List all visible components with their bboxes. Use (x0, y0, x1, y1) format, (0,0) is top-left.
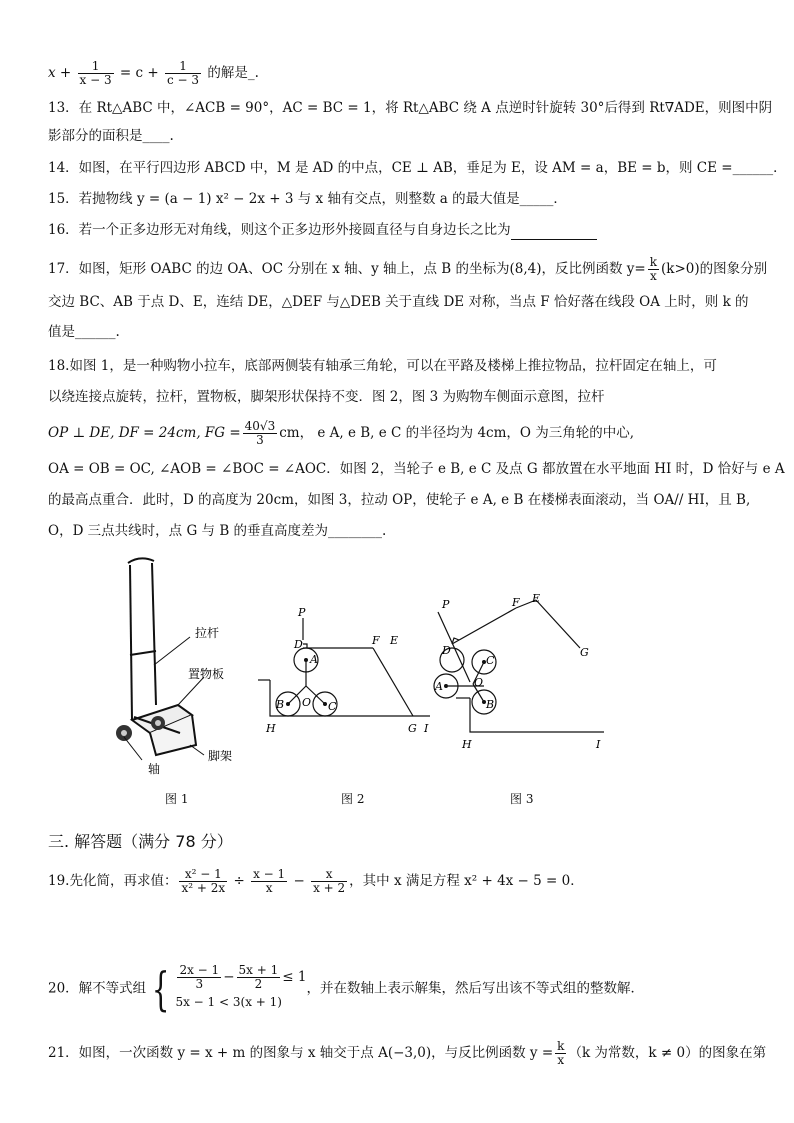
q17-line2: 交边 BC、AB 于点 D、E，连结 DE，△DEF 与△DEB 关于直线 DE 对称，当点 F 恰好落在线段 OA 上时，则 k 的 (48, 294, 749, 310)
fig3-A: A (435, 680, 443, 693)
q17-line1-a: 17．如图，矩形 OABC 的边 OA、OC 分别在 x 轴、y 轴上，点 B 的坐标为(8,4)，反比例函数 y= (48, 261, 646, 277)
q18-line3-a: OP ⊥ DE, DF = 24cm, FG = (48, 425, 241, 441)
q19-op1: ÷ (233, 873, 245, 889)
fig3-D: D (442, 644, 451, 657)
q20-ineq2: 5x − 1 < 3(x + 1) (175, 995, 282, 1009)
fig2-P: P (298, 606, 306, 619)
fig3-C: C (486, 654, 495, 667)
fig1-label-jiaojia: 脚架 (208, 749, 233, 763)
q20-suffix: ，并在数轴上表示解集，然后写出该不等式组的整数解． (306, 980, 644, 997)
q20-system (175, 964, 306, 1013)
fig2-F: F (372, 634, 380, 647)
q12-frac2: $\frac{1}{c - 3}$ (167, 59, 200, 87)
q19-prefix: 19.先化简，再求值： (48, 873, 178, 889)
q12-eq: = c + (119, 65, 159, 81)
q14-text: 14．如图，在平行四边形 ABCD 中，M 是 AD 的中点，CE ⊥ AB，垂足为 E，设 AM = a，BE = b，则 CE =______． (48, 160, 787, 176)
q20-frac2: $\frac{5x + 1}{2}$ (238, 963, 279, 991)
q18-line5: 的最高点重合．此时，D 的高度为 20cm，如图 3，拉动 OP，使轮子 e A, e B 在楼梯表面滚动，当 OA// HI，且 B, (48, 492, 751, 508)
q15-text: 15．若抛物线 y = (a − 1) x² − 2x + 3 与 x 轴有交点，则整数 a 的最大值是_____． (48, 191, 567, 207)
q13-line2: 影部分的面积是____. (48, 128, 174, 144)
q20 (48, 961, 644, 1016)
q18-frac: $\frac{40√3}{3}$ (244, 419, 276, 447)
q19-suffix: ，其中 x 满足方程 x² + 4x − 5 = 0． (349, 873, 584, 889)
q20-minus: − (223, 969, 235, 985)
fig2-O: O (302, 696, 312, 709)
fig1-label-zhou: 轴 (148, 762, 161, 776)
fig3-F: F (512, 596, 520, 609)
figure-1-cart (100, 555, 250, 785)
fig3-O: O (474, 676, 484, 689)
figure-3-stairs-view (428, 590, 618, 760)
fig2-H: H (266, 722, 276, 735)
fig2-D: D (294, 638, 303, 651)
q17-line3: 值是______. (48, 324, 120, 340)
q18-line3 (48, 420, 634, 447)
q19 (48, 868, 584, 895)
fig2-G: G (408, 722, 417, 735)
q17-line1 (48, 256, 767, 283)
fig3-I: I (596, 738, 601, 751)
q12-suffix: 的解是_. (207, 65, 259, 81)
q18-line6: O，D 三点共线时，点 G 与 B 的垂直高度差为________. (48, 523, 387, 539)
q16-blank (511, 225, 597, 240)
fig3-caption: 图 3 (510, 792, 534, 806)
q18-line1: 18.如图 1，是一种购物小拉车，底部两侧装有轴承三角轮，可以在平路及楼梯上推拉物品，拉杆固定在轴上，可 (48, 358, 717, 374)
q18-line4: OA = OB = OC, ∠AOB = ∠BOC = ∠AOC．如图 2，当轮子 e B, e C 及点 G 都放置在水平地面 HI 时，D 恰好与 e A (48, 461, 785, 477)
q16-text (48, 220, 597, 240)
figure-2-side-view (258, 600, 438, 740)
q19-op2: − (293, 873, 305, 889)
q19-frac3: $\frac{x}{x + 2}$ (313, 867, 346, 895)
q21 (48, 1040, 766, 1067)
q12-plus: + (59, 65, 72, 81)
fig3-P: P (442, 598, 450, 611)
fig3-G: G (580, 646, 589, 659)
q18-line2: 以绕连接点旋转，拉杆，置物板，脚架形状保持不变．图 2，图 3 为购物车侧面示意图，拉杆 (48, 389, 605, 405)
fig3-H: H (462, 738, 472, 751)
fig3-B: B (486, 698, 495, 711)
q17-frac: $\frac{k}{x}$ (649, 255, 658, 283)
q21-b: （k 为常数，k ≠ 0）的图象在第 (568, 1045, 767, 1061)
q21-frac: $\frac{k}{x}$ (557, 1039, 565, 1067)
q19-frac1: $\frac{\text{x² − 1}}{\text{x² + 2x}}$ (181, 867, 226, 895)
fig1-label-zhiwuban: 置物板 (188, 667, 225, 681)
q20-ineq1-tail: ≤ 1 (282, 969, 307, 985)
q12-tail (48, 60, 259, 87)
q20-prefix: 20．解不等式组 (48, 980, 147, 997)
fig1-label-lagan: 拉杆 (195, 626, 220, 640)
q19-frac2: $\frac{x - 1}{x}$ (253, 867, 286, 895)
q17-line1-b: (k>0)的图象分别 (661, 261, 768, 277)
q16-body: 16．若一个正多边形无对角线，则这个正多边形外接圆直径与自身边长之比为 (48, 222, 511, 238)
fig2-caption: 图 2 (341, 792, 365, 806)
q12-frac1: $\frac{1}{x - 3}$ (79, 59, 112, 87)
fig3-E: E (532, 592, 541, 605)
fig2-A: A (310, 653, 318, 666)
fig2-C: C (328, 700, 337, 713)
section3-title: 三. 解答题（满分 78 分） (48, 832, 233, 851)
fig2-E: E (390, 634, 399, 647)
fig2-B: B (276, 698, 285, 711)
q20-frac1: $\frac{2x - 1}{3}$ (179, 963, 220, 991)
fig2-I: I (424, 722, 429, 735)
q12-x: x (48, 65, 56, 81)
q18-line3-b: cm， e A, e B, e C 的半径均为 4cm，O 为三角轮的中心, (279, 425, 635, 441)
q20-brace: { (152, 961, 170, 1016)
fig1-caption: 图 1 (165, 792, 189, 806)
q21-a: 21．如图，一次函数 y = x + m 的图象与 x 轴交于点 A(−3,0)，与反比例函数 y = (48, 1045, 554, 1061)
q13-line1: 13．在 Rt△ABC 中，∠ACB = 90°，AC = BC = 1，将 Rt△ABC 绕 A 点逆时针旋转 30°后得到 Rt∇ADE，则图中阴 (48, 100, 773, 116)
